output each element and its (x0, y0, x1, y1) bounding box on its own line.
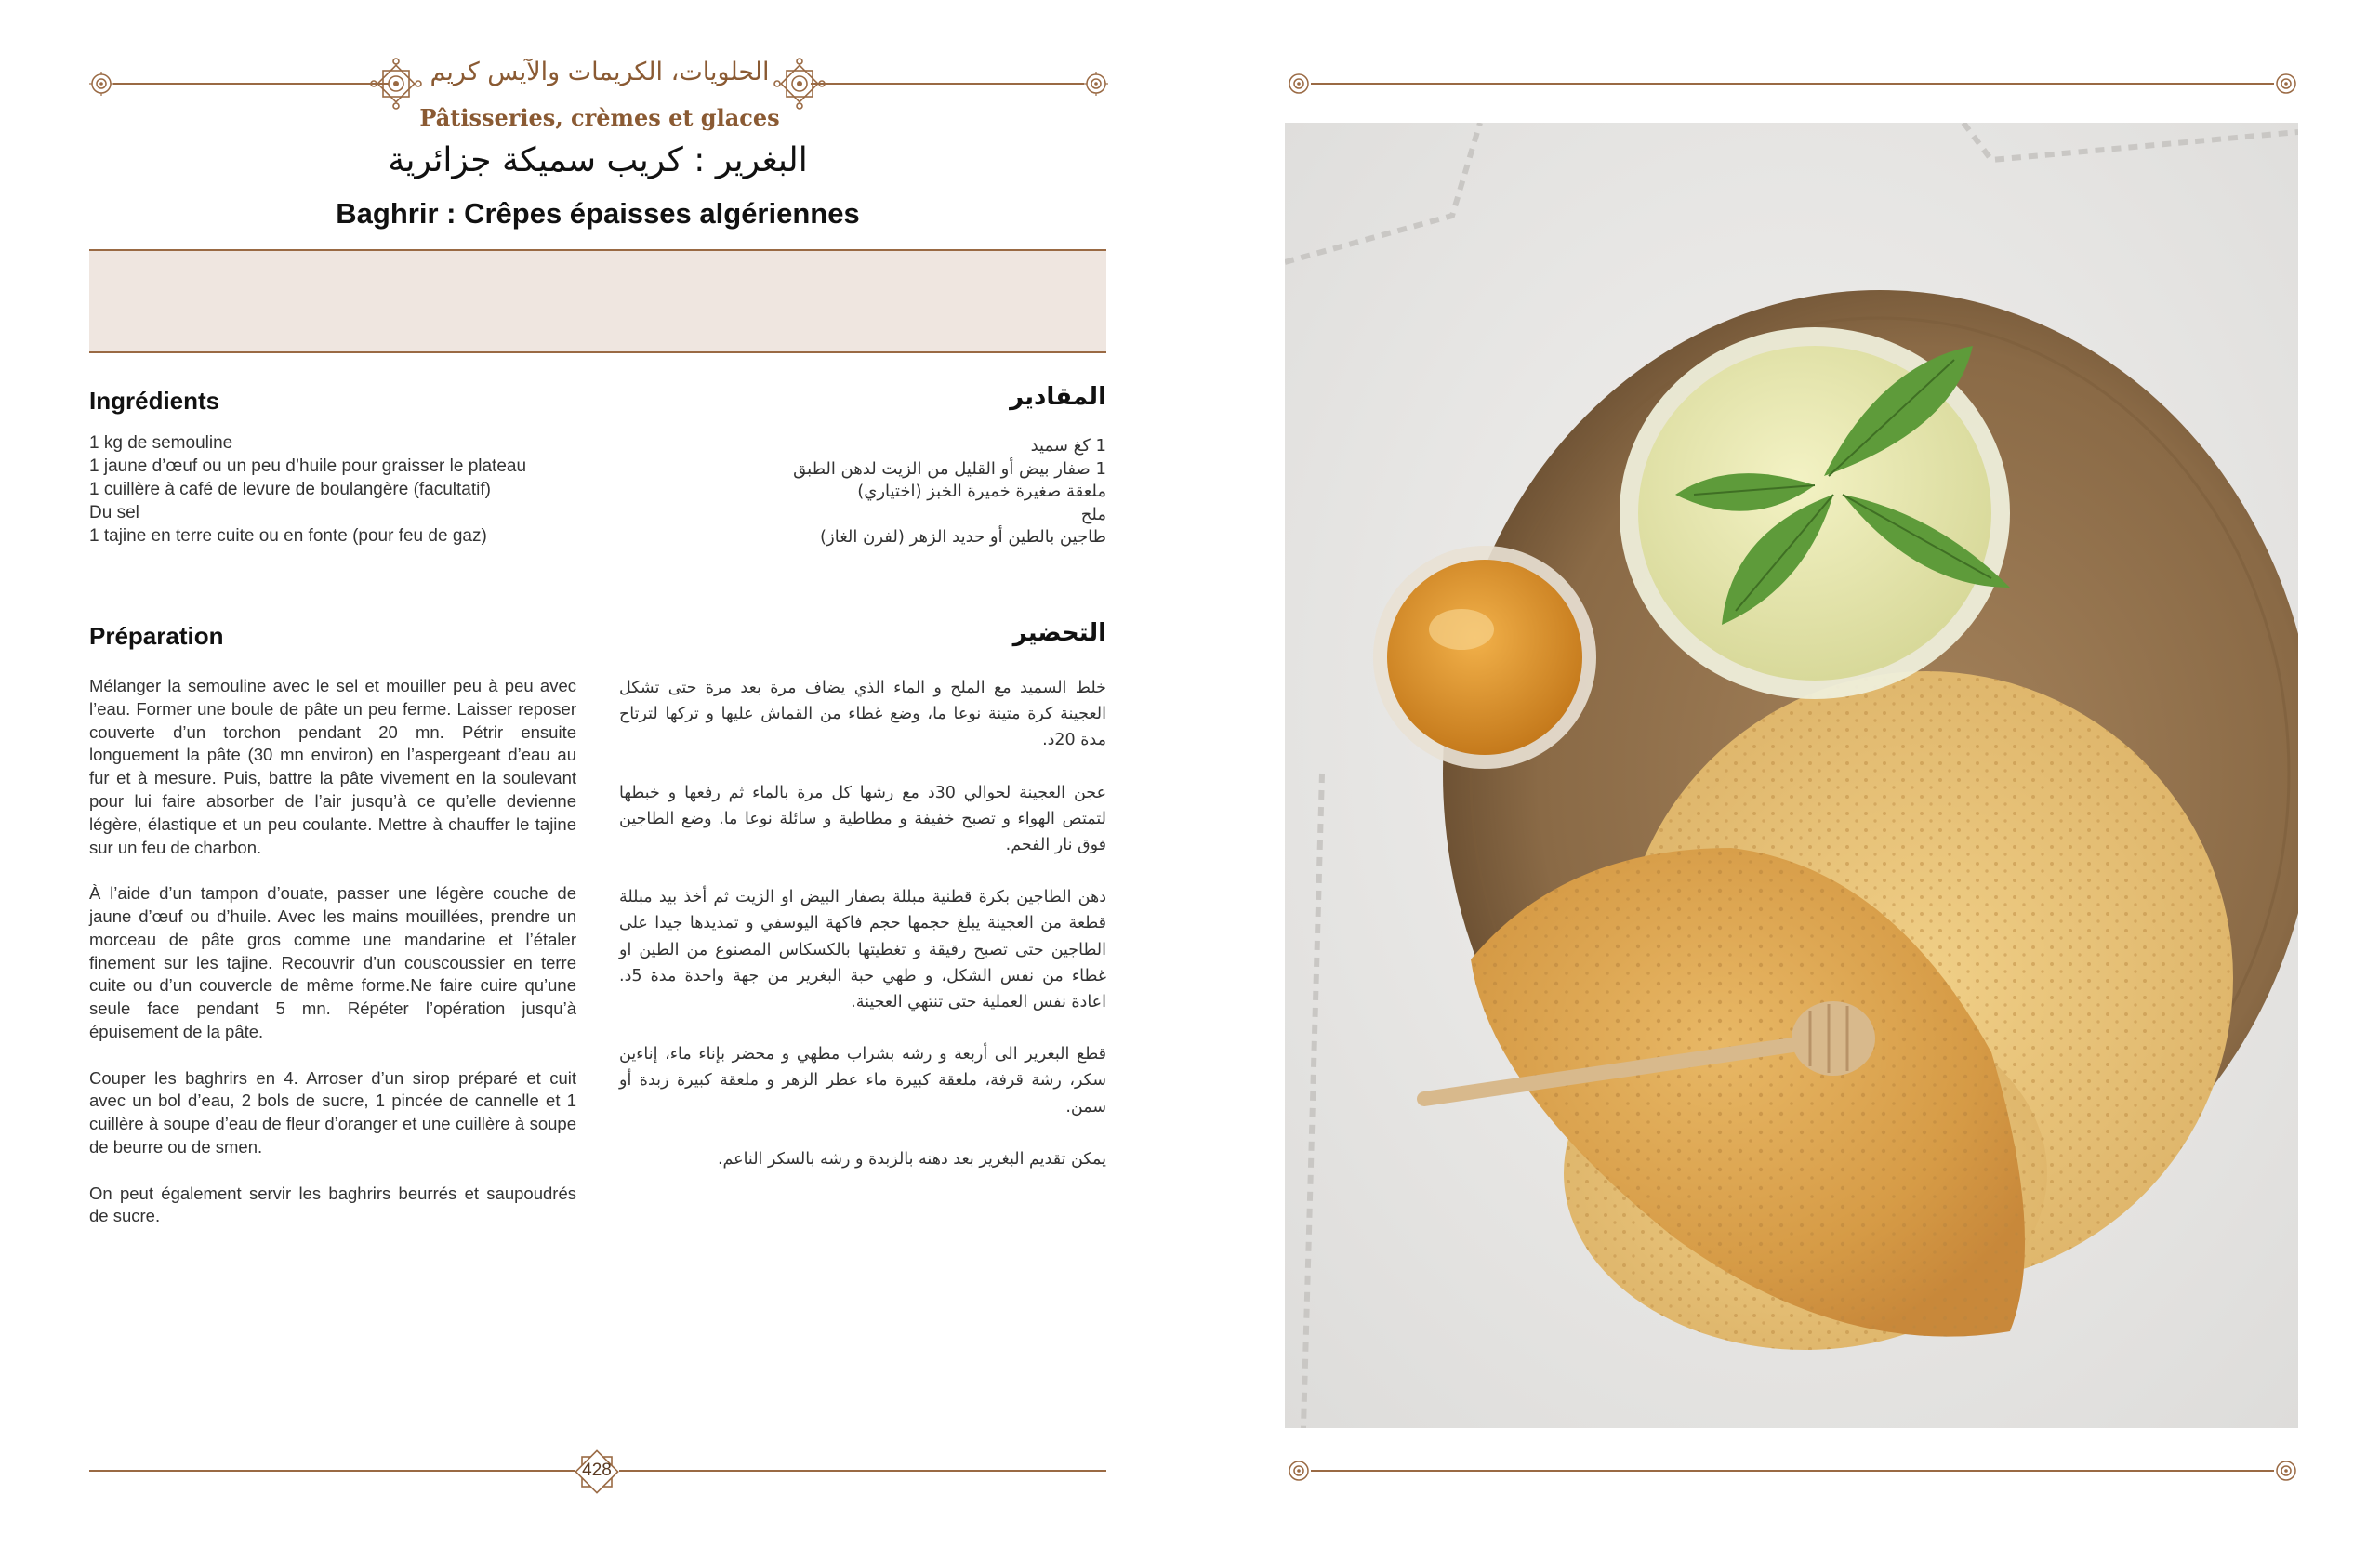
sun-medallion-icon (2274, 1459, 2298, 1483)
sun-medallion-icon (1084, 72, 1108, 96)
list-item: 1 كغ سميد (1030, 436, 1106, 456)
paragraph: Mélanger la semouline avec le sel et mouiller peu à peu avec l’eau. Former une boule de pâte un peu ferme. Laisser reposer couverte d’un torchon pendant 20 mn. Pétrir ensuite longuement la pâte (30 mn environ) en l’aspergeant d’eau au fur et à mesure. Puis, battre la pâte vivement en la soulevant pour lui faire absorber de l’air jusqu’à ce qu’elle devienne légère, élastique et un peu coulante. Mettre à chauffer le tajine sur un feu de charbon. (89, 676, 576, 857)
ingredients-heading-arabic: المقادير (1010, 383, 1106, 411)
title-band (89, 249, 1106, 353)
list-item: ملح (1080, 504, 1106, 524)
preparation-heading-french: Préparation (89, 622, 224, 650)
ingredients-heading-french: Ingrédients (89, 387, 220, 415)
page-number: 428 (582, 1461, 612, 1480)
sun-medallion-icon (1287, 72, 1311, 96)
paragraph: À l’aide d’un tampon d’ouate, passer une légère couche de jaune d’œuf ou d’huile. Avec les mains mouillées, prendre un morceau de pâte gros comme une mandarine et l’étaler finement sur les tajine. Recouvrir d’un couscoussier en terre cuite ou d’un couvercle de même forme.Ne faire cuire qu’une seule face pendant 5 mn. Répéter l’opération jusqu’à épuisement de la pâte. (89, 883, 576, 1041)
category-title-french: Pâtisseries, crèmes et glaces (419, 104, 780, 131)
right-header-rule (1311, 83, 2274, 85)
ingredients-list-arabic (586, 435, 1106, 549)
sun-medallion-icon (2274, 72, 2298, 96)
right-footer-rule (1311, 1470, 2274, 1472)
recipe-title-french: Baghrir : Crêpes épaisses algériennes (336, 197, 860, 230)
paragraph: يمكن تقديم البغرير بعد دهنه بالزبدة و رشه بالسكر الناعم. (717, 1149, 1106, 1169)
list-item: Du sel (89, 503, 139, 522)
recipe-title-arabic: البغرير : كريب سميكة جزائرية (388, 141, 808, 179)
list-item: 1 صفار بيض أو القليل من الزيت لدهن الطبق (793, 458, 1106, 479)
list-item: طاجين بالطين أو حديد الزهر (لفرن الغاز) (820, 527, 1106, 547)
footer-rule-right (619, 1470, 1106, 1472)
preparation-text-arabic (619, 675, 1106, 1198)
footer-rule-left (89, 1470, 575, 1472)
list-item: 1 kg de semouline (89, 433, 233, 453)
paragraph: خلط السميد مع الملح و الماء الذي يضاف مرة بعد مرة حتى تشكل العجينة كرة متينة نوعا ما، وضع غطاء من القماش عليها و تركها لترتاح مدة 20د. (619, 679, 1106, 750)
preparation-heading-arabic: التحضير (1012, 619, 1106, 647)
list-item: 1 jaune d’œuf ou un peu d’huile pour graisser le plateau (89, 456, 527, 476)
paragraph: دهن الطاجين بكرة قطنية مبللة بصفار البيض او الزيت ثم أخذ بيد مبللة قطعة من العجينة يبلغ حجمها حجم فاكهة اليوسفي و تمديدها جيدا على الطاجين حتى تصبح رقيقة و تغطيتها بالكسكاس المصنوع من الطين او غطاء من نفس الشكل، و طهي حبة البغرير من جهة واحدة مدة 5د. اعادة نفس العملية حتى تنتهي العجينة. (619, 888, 1106, 1012)
list-item: ملعقة صغيرة خميرة الخبز (اختياري) (857, 482, 1106, 501)
ingredients-list-french (89, 431, 666, 548)
list-item: 1 cuillère à café de levure de boulangère (facultatif) (89, 480, 491, 499)
preparation-text-french (89, 675, 576, 1251)
paragraph: قطع البغرير الى أربعة و رشه بشراب مطهي و محضر بإناء ماء، إناءين سكر، رشة قرفة، ملعقة كبيرة ماء عطر الزهر و ملعقة كبيرة زبدة أو سمن. (619, 1045, 1106, 1117)
paragraph: On peut également servir les baghrirs beurrés et saupoudrés de sucre. (89, 1183, 576, 1226)
paragraph: عجن العجينة لحوالي 30د مع رشها كل مرة بالماء ثم رفعها و خبطها لتمتص الهواء و تصبح خفيفة و مطاطية و سائلة نوعا ما. وضع الطاجين فوق نار الفحم. (619, 783, 1107, 855)
sun-medallion-icon (89, 72, 113, 96)
category-title-arabic: الحلويات، الكريمات والآيس كريم (430, 58, 770, 86)
sun-medallion-icon (1287, 1459, 1311, 1483)
baghrir-photo (1285, 123, 2298, 1428)
header-rule-right (811, 83, 1084, 85)
list-item: 1 tajine en terre cuite ou en fonte (pour feu de gaz) (89, 526, 487, 546)
header-rule-left (113, 83, 389, 85)
paragraph: Couper les baghrirs en 4. Arroser d’un sirop préparé et cuit avec un bol d’eau, 2 bols de sucre, 1 pincée de cannelle et 1 cuillère à soupe d’eau de fleur d’oranger et une cuillère à soupe de beurre ou de smen. (89, 1067, 576, 1157)
